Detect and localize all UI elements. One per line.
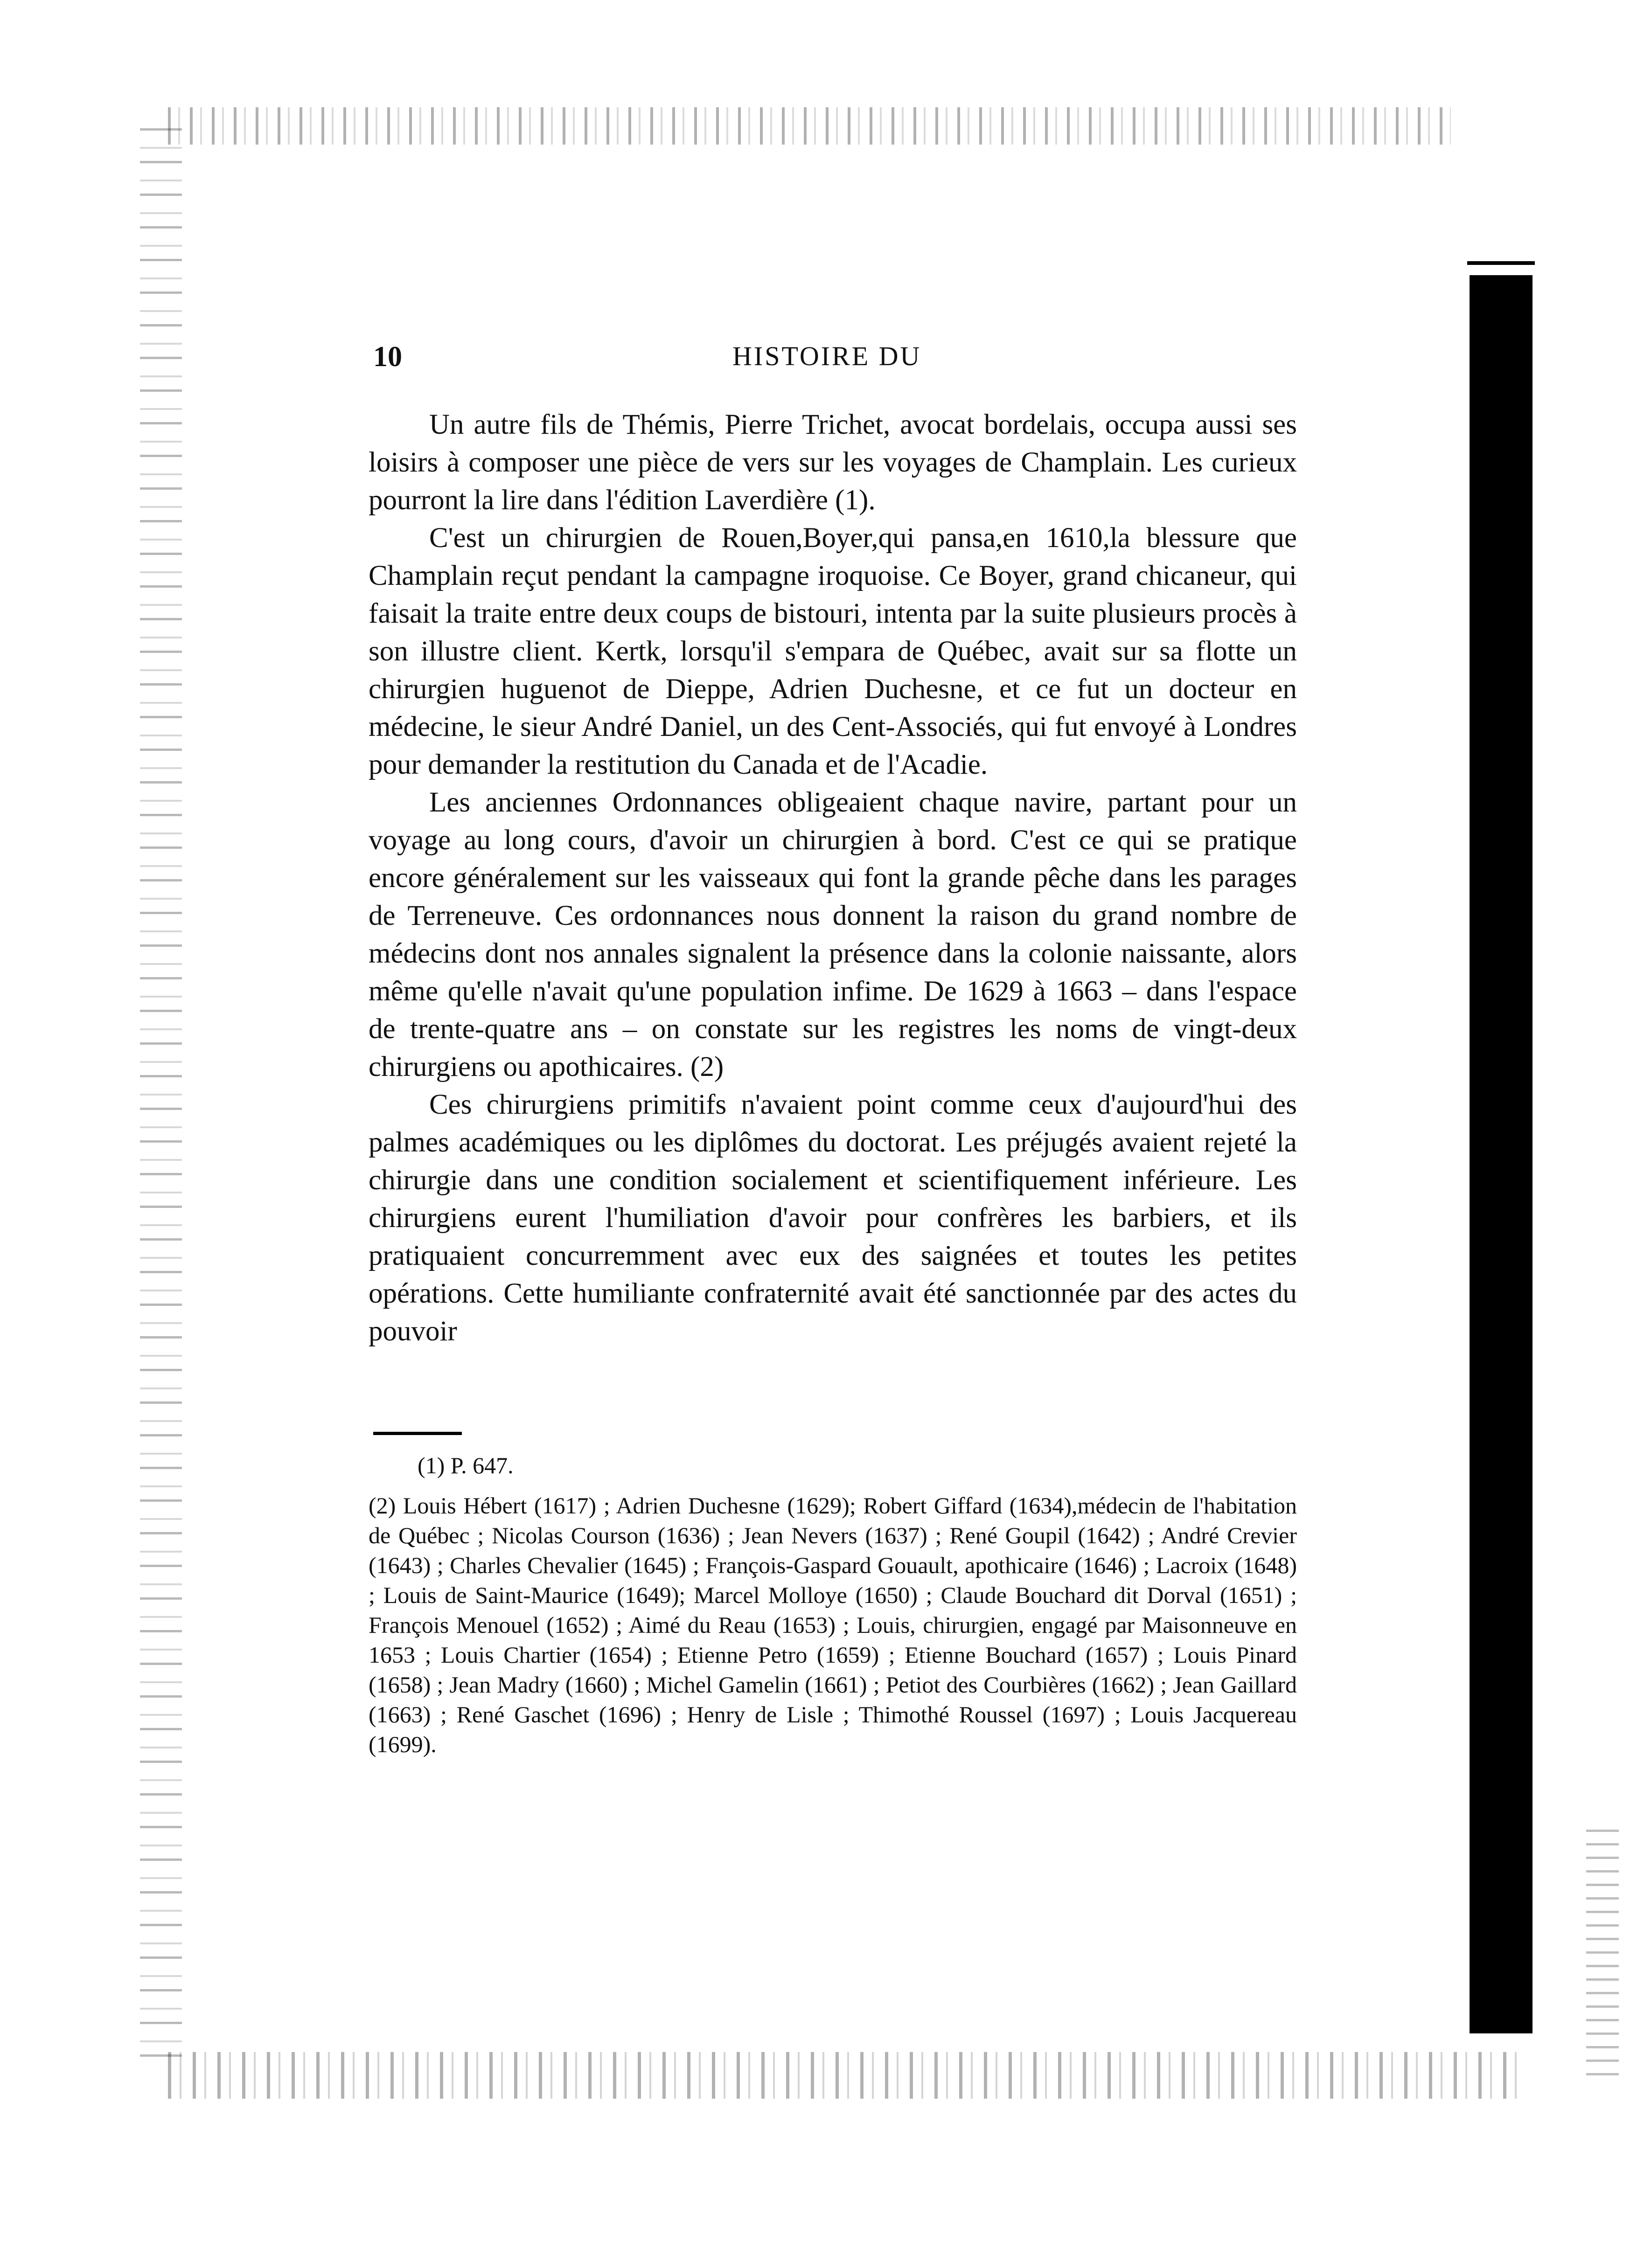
page-number: 10 xyxy=(373,341,402,373)
scan-noise-bottom-edge xyxy=(168,2052,1521,2099)
scan-border-rule xyxy=(1467,261,1535,265)
footnote-1: (1) P. 647. xyxy=(418,1452,514,1478)
scan-noise-left-edge xyxy=(140,121,182,2057)
scan-black-margin-bar xyxy=(1470,275,1533,2033)
paragraph-4: Ces chirurgiens primitifs n'avaient point comme ceux d'aujourd'hui des palmes académiques ou les diplômes du doctorat. Les préjugés avaient rejeté la chirurgie dans une condition socialement et scientifiquement inférieure. Les chirurgiens eurent l'humiliation d'avoir pour confrères les barbiers, et ils pratiquaient concurremment avec eux des saignées et toutes les petites opérations. Cette humiliante confraternité avait été sanctionnée par des actes du pouvoir xyxy=(369,1089,1297,1347)
footnotes xyxy=(369,1450,1297,1759)
paragraph-2: C'est un chirurgien de Rouen,Boyer,qui pansa,en 1610,la blessure que Champlain reçut pendant la campagne iroquoise. Ce Boyer, grand chicaneur, qui faisait la traite entre deux coups de bistouri, intenta par la suite plusieurs procès à son illustre client. Kertk, lorsqu'il s'empara de Québec, avait sur sa flotte un chirurgien huguenot de Dieppe, Adrien Duchesne, et ce fut un docteur en médecine, le sieur André Daniel, un des Cent-Associés, qui fut envoyé à Londres pour demander la restitution du Canada et de l'Acadie. xyxy=(369,522,1297,780)
scan-noise-right-edge xyxy=(1586,1819,1619,2075)
paragraph-1: Un autre fils de Thémis, Pierre Trichet, avocat bordelais, occupa aussi ses loisirs à composer une pièce de vers sur les voyages de Champlain. Les curieux pourront la lire dans l'édition Laverdière (1). xyxy=(369,409,1297,516)
footnote-2: (2) Louis Hébert (1617) ; Adrien Duchesne (1629); Robert Giffard (1634),médecin de l'habitation de Québec ; Nicolas Courson (1636) ; Jean Nevers (1637) ; René Goupil (1642) ; André Crevier (1643) ; Charles Chevalier (1645) ; François-Gaspard Gouault, apothicaire (1646) ; Lacroix (1648) ; Louis de Saint-Maurice (1649); Marcel Molloye (1650) ; Claude Bouchard dit Dorval (1651) ; François Menouel (1652) ; Aimé du Reau (1653) ; Louis, chirurgien, engagé par Maisonneuve en 1653 ; Louis Chartier (1654) ; Etienne Petro (1659) ; Etienne Bouchard (1657) ; Louis Pinard (1658) ; Jean Madry (1660) ; Michel Gamelin (1661) ; Petiot des Courbières (1662) ; Jean Gaillard (1663) ; René Gaschet (1696) ; Henry de Lisle ; Thimothé Roussel (1697) ; Louis Jacquereau (1699). xyxy=(369,1492,1297,1757)
paragraph-3: Les anciennes Ordonnances obligeaient chaque navire, partant pour un voyage au long cours, d'avoir un chirurgien à bord. C'est ce qui se pratique encore généralement sur les vaisseaux qui font la grande pêche dans les parages de Terreneuve. Ces ordonnances nous donnent la raison du grand nombre de médecins dont nos annales signalent la présence dans la colonie naissante, alors même qu'elle n'avait qu'une population infime. De 1629 à 1663 – dans l'espace de trente-quatre ans – on constate sur les registres les noms de vingt-deux chirurgiens ou apothicaires. (2) xyxy=(369,787,1297,1082)
scan-noise-top-edge xyxy=(168,107,1451,145)
running-head: HISTOIRE DU xyxy=(732,341,922,371)
body-text xyxy=(369,406,1297,1350)
page-header xyxy=(373,340,1306,382)
footnote-separator xyxy=(373,1432,462,1435)
